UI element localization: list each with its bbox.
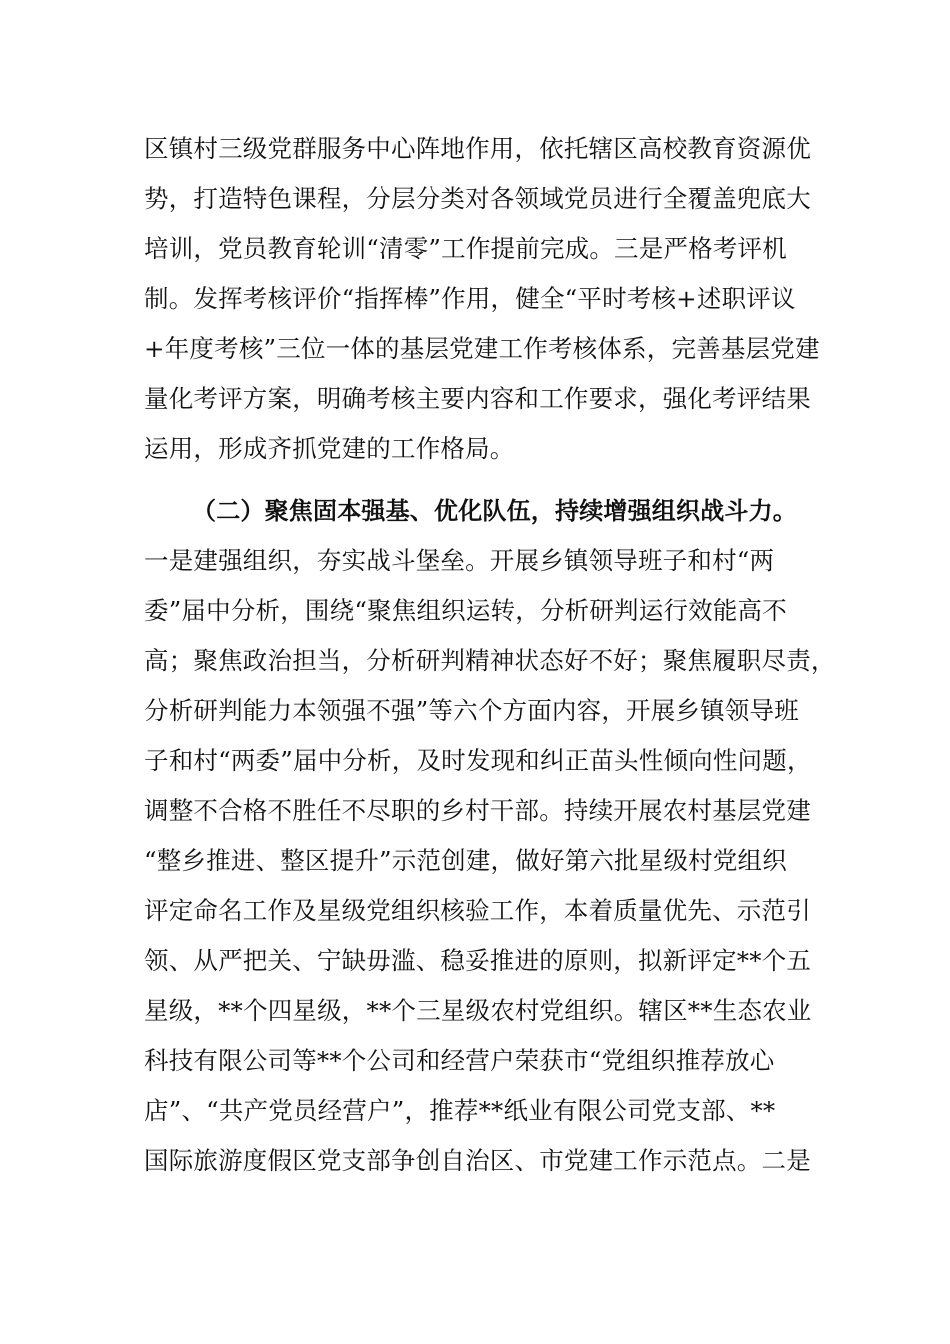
text-line: 一是建强组织，夯实战斗堡垒。开展乡镇领导班子和村“两 (144, 546, 775, 575)
text-line: 评定命名工作及星级党组织核验工作，本着质量优先、示范引 (144, 896, 811, 925)
text-line: 领、从严把关、宁缺毋滥、稳妥推进的原则，拟新评定**个五 (144, 946, 812, 975)
section-heading: （二）聚焦固本强基、优化队伍，持续增强组织战斗力。 (192, 497, 797, 525)
text-line: 势，打造特色课程，分层分类对各领域党员进行全覆盖兜底大 (144, 184, 811, 213)
text-line: 分析研判能力本领强不强”等六个方面内容，开展乡镇领导班 (144, 696, 799, 725)
text-line: 运用，形成齐抓党建的工作格局。 (144, 434, 515, 463)
text-line: 调整不合格不胜任不尽职的乡村干部。持续开展农村基层党建 (144, 796, 811, 825)
text-line: 高；聚焦政治担当，分析研判精神状态好不好；聚焦履职尽责， (144, 646, 836, 675)
text-line: 店”、“共产党员经营户”，推荐**纸业有限公司党支部、** (144, 1096, 776, 1125)
text-line: 子和村“两委”届中分析，及时发现和纠正苗头性倾向性问题， (144, 746, 812, 775)
text-line: 制。发挥考核评价“指挥棒”作用，健全“平时考核+述职评议 (144, 284, 796, 313)
text-line: 委”届中分析，围绕“聚焦组织运转，分析研判运行效能高不 (144, 596, 787, 625)
text-line: 星级，**个四星级，**个三星级农村党组织。辖区**生态农业 (144, 996, 812, 1025)
text-line: 区镇村三级党群服务中心阵地作用，依托辖区高校教育资源优 (144, 134, 811, 163)
text-line: 科技有限公司等**个公司和经营户荣获市“党组织推荐放心 (144, 1046, 775, 1075)
text-line: 培训，党员教育轮训“清零”工作提前完成。三是严格考评机 (144, 234, 787, 263)
text-line: “整乡推进、整区提升”示范创建，做好第六批星级村党组织 (144, 846, 787, 875)
text-line: 量化考评方案，明确考核主要内容和工作要求，强化考评结果 (144, 384, 811, 413)
text-line: 国际旅游度假区党支部争创自治区、市党建工作示范点。二是 (144, 1146, 811, 1175)
text-line: +年度考核”三位一体的基层党建工作考核体系，完善基层党建 (144, 334, 820, 363)
